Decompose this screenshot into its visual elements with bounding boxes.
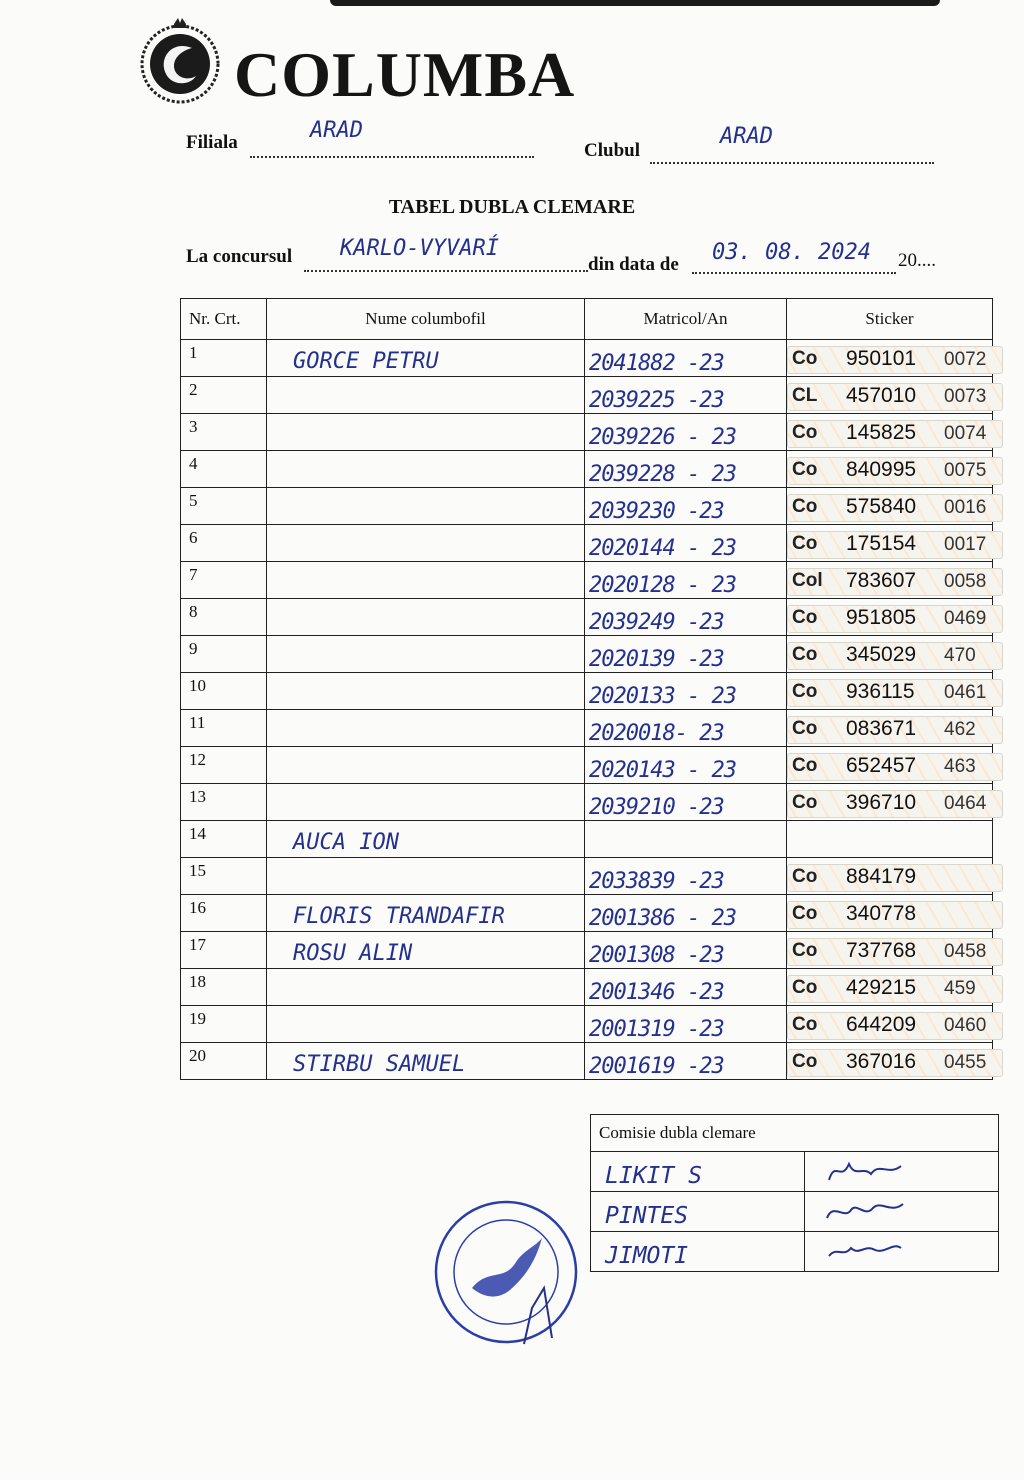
name-cell	[267, 599, 585, 636]
sticker-prefix: Co	[792, 644, 818, 665]
table-row	[181, 340, 993, 377]
sticker-suffix: 0073	[944, 386, 987, 407]
name-cell	[267, 377, 585, 414]
name-cell	[267, 451, 585, 488]
table-header-row	[181, 299, 993, 340]
sticker-cell	[787, 525, 993, 562]
column-header: Sticker	[787, 299, 993, 340]
sticker-cell	[787, 784, 993, 821]
name-cell	[267, 488, 585, 525]
sticker-suffix: 0075	[944, 460, 987, 481]
matricol-value: 2039226 - 23	[589, 425, 736, 450]
sticker-suffix: 0074	[944, 423, 987, 444]
sticker-code: 396710	[846, 791, 917, 814]
concurs-dotted-line	[304, 270, 588, 272]
matricol-cell	[585, 562, 787, 599]
sticker-prefix: Co	[792, 607, 818, 628]
sticker-code: 951805	[846, 606, 917, 629]
name-cell	[267, 414, 585, 451]
matricol-cell	[585, 747, 787, 784]
name-cell	[267, 969, 585, 1006]
matricol-cell	[585, 451, 787, 488]
sticker-prefix: Co	[792, 459, 818, 480]
sticker-cell	[787, 414, 993, 451]
table-row	[181, 858, 993, 895]
data-label: din data de	[588, 254, 679, 275]
sticker-prefix: Co	[792, 792, 818, 813]
association-stamp-icon	[432, 1198, 580, 1346]
commission-table	[590, 1114, 999, 1272]
matricol-value: 2001346 -23	[589, 980, 724, 1005]
sticker-cell	[787, 377, 993, 414]
sticker-suffix: 0460	[944, 1015, 987, 1036]
sticker-code: 367016	[846, 1050, 917, 1073]
name-cell	[267, 673, 585, 710]
row-number: 14	[181, 821, 267, 858]
column-header: Nr. Crt.	[181, 299, 267, 340]
concurs-value: KARLO-VYVARÍ	[340, 236, 499, 261]
row-number: 20	[181, 1043, 267, 1080]
row-number: 4	[181, 451, 267, 488]
sticker-code: 083671	[846, 717, 917, 740]
sticker-label	[787, 1049, 1003, 1077]
name-cell	[267, 562, 585, 599]
sticker-code: 340778	[846, 902, 917, 925]
filiala-label: Filiala	[186, 132, 238, 153]
table-row	[181, 673, 993, 710]
sticker-cell	[787, 969, 993, 1006]
sticker-prefix: Co	[792, 496, 818, 517]
sticker-suffix: 463	[944, 756, 976, 777]
sticker-cell	[787, 488, 993, 525]
table-row	[181, 932, 993, 969]
matricol-value: 2001308 -23	[589, 943, 724, 968]
table-row	[181, 969, 993, 1006]
sticker-suffix: 0058	[944, 571, 987, 592]
name-cell	[267, 1006, 585, 1043]
matricol-value: 2041882 -23	[589, 351, 724, 376]
row-number: 11	[181, 710, 267, 747]
row-number: 3	[181, 414, 267, 451]
matricol-cell	[585, 858, 787, 895]
sticker-cell	[787, 895, 993, 932]
sticker-code: 936115	[846, 680, 915, 703]
matricol-value: 2039228 - 23	[589, 462, 736, 487]
matricol-cell	[585, 932, 787, 969]
sticker-label	[787, 901, 1003, 929]
sticker-label	[787, 938, 1003, 966]
matricol-cell	[585, 784, 787, 821]
sticker-cell	[787, 1043, 993, 1080]
matricol-cell	[585, 414, 787, 451]
matricol-cell	[585, 636, 787, 673]
matricol-value: 2039210 -23	[589, 795, 724, 820]
sticker-prefix: Co	[792, 1051, 818, 1072]
pigeon-table	[180, 298, 993, 1080]
sticker-suffix: 470	[944, 645, 976, 666]
matricol-value: 2001619 -23	[589, 1054, 724, 1079]
row-number: 7	[181, 562, 267, 599]
row-number: 9	[181, 636, 267, 673]
commission-member: JIMOTI	[605, 1243, 689, 1269]
table-row	[181, 414, 993, 451]
sticker-code: 644209	[846, 1013, 917, 1036]
sticker-code: 429215	[846, 976, 917, 999]
matricol-value: 2039225 -23	[589, 388, 724, 413]
matricol-cell	[585, 599, 787, 636]
name-cell	[267, 340, 585, 377]
clubul-label: Clubul	[584, 140, 640, 161]
matricol-cell	[585, 895, 787, 932]
matricol-value: 2033839 -23	[589, 869, 724, 894]
filiala-dotted-line	[250, 156, 534, 158]
name-cell	[267, 525, 585, 562]
sticker-code: 575840	[846, 495, 917, 518]
commission-member: LIKIT S	[605, 1163, 702, 1189]
column-header: Nume columbofil	[267, 299, 585, 340]
sticker-suffix: 459	[944, 978, 976, 999]
row-number: 19	[181, 1006, 267, 1043]
matricol-value: 2020143 - 23	[589, 758, 736, 783]
row-number: 18	[181, 969, 267, 1006]
sticker-label	[787, 864, 1003, 892]
matricol-value: 2039230 -23	[589, 499, 724, 524]
sticker-prefix: Co	[792, 348, 818, 369]
commission-row	[591, 1152, 999, 1192]
sticker-cell	[787, 673, 993, 710]
sticker-cell	[787, 562, 993, 599]
matricol-cell	[585, 969, 787, 1006]
table-row	[181, 451, 993, 488]
row-number: 8	[181, 599, 267, 636]
sticker-label	[787, 457, 1003, 485]
sticker-cell	[787, 747, 993, 784]
brand-title: COLUMBA	[234, 39, 576, 110]
matricol-value: 2020139 -23	[589, 647, 724, 672]
sticker-suffix: 0016	[944, 497, 987, 518]
table-row	[181, 525, 993, 562]
sticker-label	[787, 716, 1003, 744]
matricol-cell	[585, 1043, 787, 1080]
columba-logo-icon	[134, 14, 226, 106]
column-header: Matricol/An	[585, 299, 787, 340]
sticker-label	[787, 346, 1003, 374]
matricol-cell	[585, 488, 787, 525]
signature-icon	[805, 1152, 995, 1186]
row-number: 5	[181, 488, 267, 525]
sticker-label	[787, 642, 1003, 670]
matricol-value: 2020018- 23	[589, 721, 724, 746]
table-row	[181, 377, 993, 414]
sticker-label	[787, 531, 1003, 559]
data-dotted-line	[692, 272, 896, 274]
sticker-label	[787, 679, 1003, 707]
sticker-cell	[787, 932, 993, 969]
table-row	[181, 1006, 993, 1043]
row-number: 6	[181, 525, 267, 562]
sticker-label	[787, 790, 1003, 818]
name-cell	[267, 858, 585, 895]
table-row	[181, 599, 993, 636]
name-cell	[267, 932, 585, 969]
matricol-cell	[585, 1006, 787, 1043]
fancier-name: AUCA ION	[293, 830, 399, 855]
name-cell	[267, 895, 585, 932]
sticker-prefix: Co	[792, 718, 818, 739]
commission-row	[591, 1232, 999, 1272]
signature-icon	[805, 1192, 995, 1226]
matricol-value: 2001386 - 23	[589, 906, 736, 931]
sticker-label	[787, 420, 1003, 448]
sticker-code: 345029	[846, 643, 917, 666]
fancier-name: GORCE PETRU	[293, 349, 439, 374]
sticker-code: 175154	[846, 532, 917, 555]
matricol-value: 2020133 - 23	[589, 684, 736, 709]
sticker-label	[787, 1012, 1003, 1040]
sticker-prefix: Col	[792, 570, 823, 591]
sticker-code: 737768	[846, 939, 917, 962]
name-cell	[267, 821, 585, 858]
sticker-suffix: 0464	[944, 793, 987, 814]
sticker-prefix: Co	[792, 903, 818, 924]
matricol-value: 2001319 -23	[589, 1017, 724, 1042]
table-row	[181, 821, 993, 858]
sticker-cell	[787, 636, 993, 673]
row-number: 13	[181, 784, 267, 821]
sticker-code: 457010	[846, 384, 917, 407]
concurs-label: La concursul	[186, 246, 293, 267]
matricol-cell	[585, 710, 787, 747]
fancier-name: STIRBU SAMUEL	[293, 1052, 466, 1077]
commission-member: PINTES	[605, 1203, 689, 1229]
row-number: 1	[181, 340, 267, 377]
sticker-suffix: 0072	[944, 349, 987, 370]
matricol-cell	[585, 821, 787, 858]
sticker-suffix: 0017	[944, 534, 987, 555]
document-title: TABEL DUBLA CLEMARE	[388, 196, 636, 218]
sticker-prefix: CL	[792, 385, 818, 406]
sticker-prefix: Co	[792, 866, 818, 887]
row-number: 17	[181, 932, 267, 969]
clubul-dotted-line	[650, 162, 934, 164]
fancier-name: FLORIS TRANDAFIR	[293, 904, 505, 929]
sticker-prefix: Co	[792, 422, 818, 443]
name-cell	[267, 784, 585, 821]
data-value: 03. 08. 2024	[712, 240, 871, 265]
sticker-cell	[787, 451, 993, 488]
table-row	[181, 710, 993, 747]
sticker-cell	[787, 599, 993, 636]
sticker-suffix: 0458	[944, 941, 987, 962]
sticker-cell	[787, 858, 993, 895]
name-cell	[267, 710, 585, 747]
filiala-value: ARAD	[310, 118, 363, 143]
sticker-code: 840995	[846, 458, 917, 481]
sticker-code: 145825	[846, 421, 917, 444]
sticker-label	[787, 568, 1003, 596]
sticker-suffix: 0455	[944, 1052, 987, 1073]
data-suffix: 20....	[898, 250, 936, 271]
sticker-cell	[787, 1006, 993, 1043]
matricol-cell	[585, 377, 787, 414]
sticker-suffix: 0461	[944, 682, 987, 703]
row-number: 12	[181, 747, 267, 784]
sticker-label	[787, 605, 1003, 633]
sticker-prefix: Co	[792, 977, 818, 998]
table-row	[181, 1043, 993, 1080]
table-row	[181, 488, 993, 525]
table-row	[181, 562, 993, 599]
sticker-cell	[787, 710, 993, 747]
table-row	[181, 636, 993, 673]
table-row	[181, 784, 993, 821]
sticker-prefix: Co	[792, 681, 818, 702]
matricol-value: 2039249 -23	[589, 610, 724, 635]
name-cell	[267, 1043, 585, 1080]
matricol-value: 2020144 - 23	[589, 536, 736, 561]
sticker-prefix: Co	[792, 940, 818, 961]
sticker-cell	[787, 340, 993, 377]
row-number: 10	[181, 673, 267, 710]
matricol-cell	[585, 340, 787, 377]
matricol-cell	[585, 673, 787, 710]
commission-title: Comisie dubla clemare	[591, 1115, 999, 1152]
fancier-name: ROSU ALIN	[293, 941, 413, 966]
matricol-cell	[585, 525, 787, 562]
signature-icon	[805, 1232, 995, 1266]
commission-row	[591, 1192, 999, 1232]
row-number: 16	[181, 895, 267, 932]
table-row	[181, 747, 993, 784]
sticker-label	[787, 975, 1003, 1003]
row-number: 15	[181, 858, 267, 895]
sticker-suffix: 462	[944, 719, 976, 740]
clubul-value: ARAD	[720, 124, 773, 149]
sticker-prefix: Co	[792, 755, 818, 776]
row-number: 2	[181, 377, 267, 414]
name-cell	[267, 636, 585, 673]
table-row	[181, 895, 993, 932]
sticker-code: 884179	[846, 865, 917, 888]
name-cell	[267, 747, 585, 784]
sticker-prefix: Co	[792, 1014, 818, 1035]
sticker-code: 783607	[846, 569, 917, 592]
sticker-label	[787, 753, 1003, 781]
sticker-cell	[787, 821, 993, 858]
sticker-label	[787, 383, 1003, 411]
top-edge-bar	[330, 0, 940, 6]
sticker-prefix: Co	[792, 533, 818, 554]
sticker-suffix: 0469	[944, 608, 987, 629]
sticker-label	[787, 494, 1003, 522]
sticker-code: 950101	[846, 347, 917, 370]
matricol-value: 2020128 - 23	[589, 573, 736, 598]
sticker-code: 652457	[846, 754, 917, 777]
